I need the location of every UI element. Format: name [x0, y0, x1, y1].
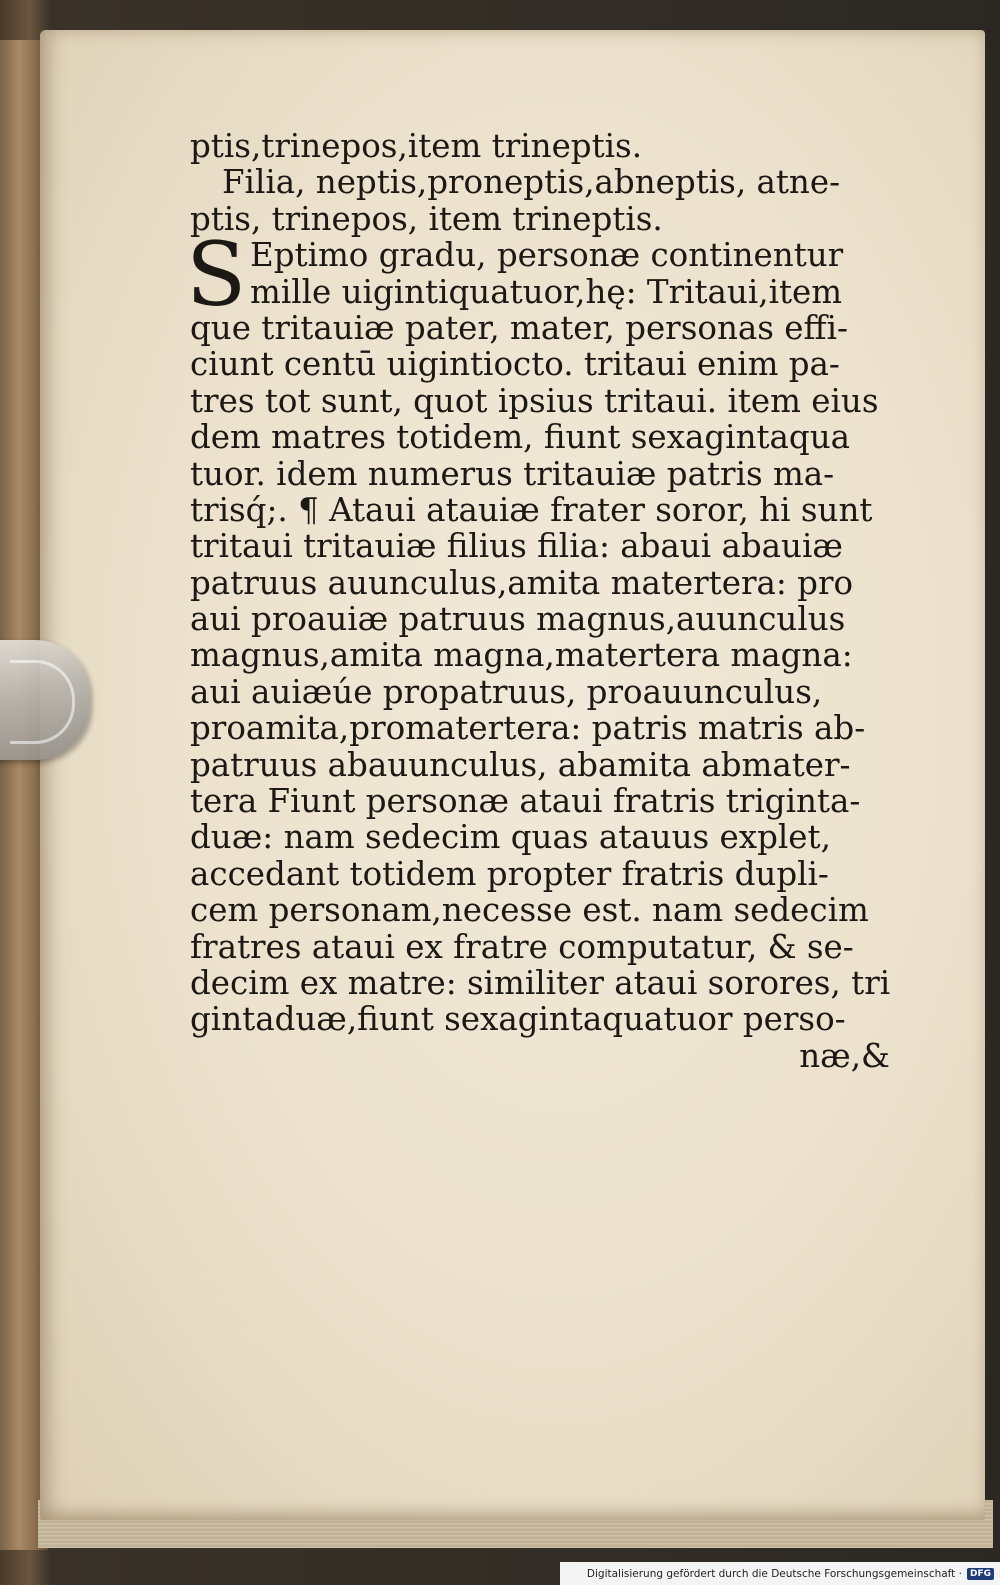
- paragraph-start: [186, 223, 890, 327]
- text-line: mille uigintiquatuor,hę: Tritaui,item: [250, 272, 843, 311]
- text-line: cem personam,necesse est. nam sedecim: [190, 891, 869, 930]
- text-line: tritaui tritauiæ filius filia: abaui abauiæ: [190, 527, 843, 566]
- text-line: ptis, trinepos, item trineptis.: [190, 199, 663, 238]
- text-line: trisq́;. ¶ Ataui atauiæ frater soror, hi sunt: [190, 490, 873, 529]
- text-line: patruus abauunculus, abamita abmater-: [190, 745, 851, 784]
- text-line: decim ex matre: similiter ataui sorores, tri: [190, 963, 891, 1002]
- text-line: tuor. idem numerus tritauiæ patris ma-: [190, 454, 835, 493]
- dfg-logo: DFG: [967, 1568, 994, 1580]
- text-line: tera Fiunt personæ ataui fratris triginta-: [190, 782, 861, 821]
- text-line: proamita,promatertera: patris matris ab-: [190, 709, 866, 748]
- catchword: næ,&: [799, 1036, 890, 1075]
- page-text: [186, 127, 891, 1075]
- text-line: tres tot sunt, quot ipsius tritaui. item eius: [190, 381, 879, 420]
- text-line: accedant totidem propter fratris dupli-: [190, 854, 829, 893]
- text-line: duæ: nam sedecim quas atauus explet,: [190, 818, 831, 857]
- text-line: aui auiæúe propatruus, proauunculus,: [190, 672, 823, 711]
- footer-text: Digitalisierung gefördert durch die Deutsche Forschungsgemeinschaft ·: [586, 1567, 962, 1580]
- digitization-footer: [560, 1562, 1000, 1585]
- text-line: magnus,amita magna,matertera magna:: [190, 636, 853, 675]
- text-line: gintaduæ,fiunt sexagintaquatuor perso-: [190, 1000, 846, 1039]
- text-line: fratres ataui ex fratre computatur, & se-: [190, 927, 854, 966]
- text-line: dem matres totidem, fiunt sexagintaqua: [190, 418, 851, 457]
- text-line: ptis,trinepos,item trineptis.: [190, 127, 643, 165]
- text-line: que tritauiæ pater, mater, personas effi-: [190, 308, 848, 347]
- text-line: Eptimo gradu, personæ continentur: [250, 236, 844, 275]
- drop-cap: S: [186, 223, 247, 327]
- text-line: aui proauiæ patruus magnus,auunculus: [190, 600, 846, 639]
- text-line: patruus auunculus,amita matertera: pro: [190, 563, 854, 602]
- text-line: ciunt centū uigintiocto. tritaui enim pa-: [190, 345, 840, 384]
- text-line: Filia, neptis,proneptis,abneptis, atne-: [222, 163, 841, 202]
